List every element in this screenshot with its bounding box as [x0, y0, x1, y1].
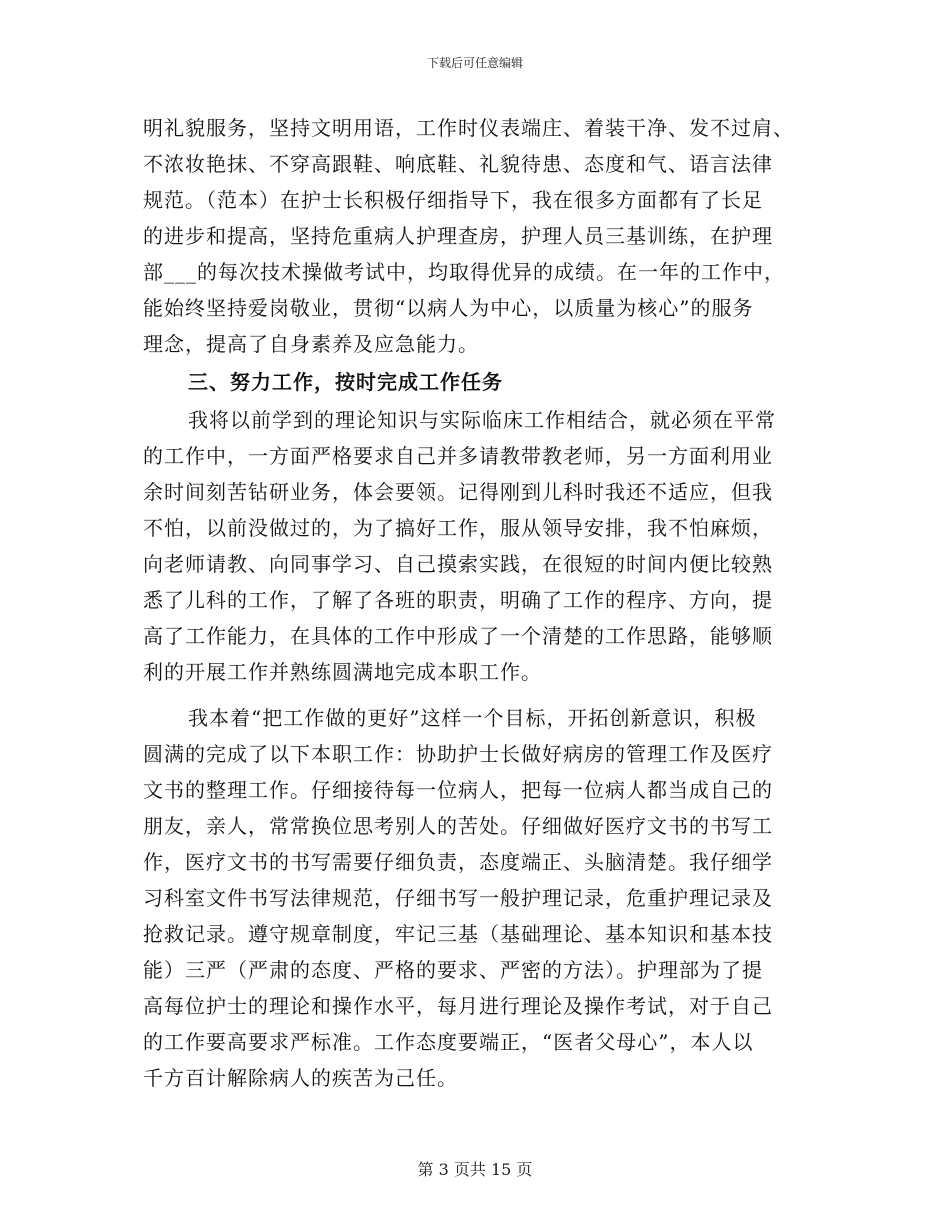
text-line: 利的开展工作并熟练圆满地完成本职工作。 [143, 660, 542, 684]
text-line: 不浓妆艳抹、不穿高跟鞋、响底鞋、礼貌待患、态度和气、语言法律 [143, 152, 773, 176]
text-line: 抢救记录。遵守规章制度，牢记三基（基础理论、基本知识和基本技 [143, 922, 773, 946]
page-footer: 第 3 页共 15 页 [417, 1160, 533, 1179]
text-line: 高每位护士的理论和操作水平，每月进行理论及操作考试，对于自己 [143, 994, 773, 1018]
text-line: 的进步和提高，坚持危重病人护理查房，护理人员三基训练，在护理 [143, 224, 773, 248]
text-line: 理念，提高了自身素养及应急能力。 [143, 332, 479, 356]
text-line: 千方百计解除病人的疾苦为己任。 [143, 1066, 458, 1090]
text-line: 部___的每次技术操做考试中，均取得优异的成绩。在一年的工作中， [143, 260, 785, 284]
page-header: 下载后可任意编辑 [426, 56, 523, 70]
text-line: 高了工作能力，在具体的工作中形成了一个清楚的工作思路，能够顺 [143, 624, 773, 648]
text-line: 圆满的完成了以下本职工作：协助护士长做好病房的管理工作及医疗 [143, 742, 773, 766]
text-line: 规范。（范本）在护士长积极仔细指导下，我在很多方面都有了长足 [143, 188, 763, 212]
text-line: 向老师请教、向同事学习、自己摸索实践，在很短的时间内便比较熟 [143, 552, 773, 576]
text-line: 文书的整理工作。仔细接待每一位病人，把每一位病人都当成自己的 [143, 778, 773, 802]
text-line: 的工作要高要求严标准。工作态度要端正，“医者父母心”，本人以 [143, 1030, 754, 1054]
text-line: 不怕，以前没做过的，为了搞好工作，服从领导安排，我不怕麻烦， [143, 516, 773, 540]
text-line: 能始终坚持爱岗敬业，贯彻“以病人为中心，以质量为核心”的服务 [143, 296, 754, 320]
text-line: 明礼貌服务，坚持文明用语，工作时仪表端庄、着装干净、发不过肩、 [143, 116, 794, 140]
text-line: 我本着“把工作做的更好”这样一个目标，开拓创新意识，积极 [188, 706, 757, 730]
text-line: 余时间刻苦钻研业务，体会要领。记得刚到儿科时我还不适应，但我 [143, 480, 773, 504]
text-line: 作，医疗文书的书写需要仔细负责，态度端正、头脑清楚。我仔细学 [143, 850, 773, 874]
text-line: 的工作中，一方面严格要求自己并多请教带教老师，另一方面利用业 [143, 444, 773, 468]
text-line: 我将以前学到的理论知识与实际临床工作相结合，就必须在平常 [188, 408, 776, 432]
section-heading: 三、努力工作，按时完成工作任务 [188, 370, 503, 394]
text-line: 悉了儿科的工作，了解了各班的职责，明确了工作的程序、方向，提 [143, 588, 773, 612]
text-line: 能）三严（严肃的态度、严格的要求、严密的方法）。护理部为了提 [143, 958, 763, 982]
text-line: 习科室文件书写法律规范，仔细书写一般护理记录，危重护理记录及 [143, 886, 773, 910]
text-line: 朋友，亲人，常常换位思考别人的苦处。仔细做好医疗文书的书写工 [143, 814, 773, 838]
